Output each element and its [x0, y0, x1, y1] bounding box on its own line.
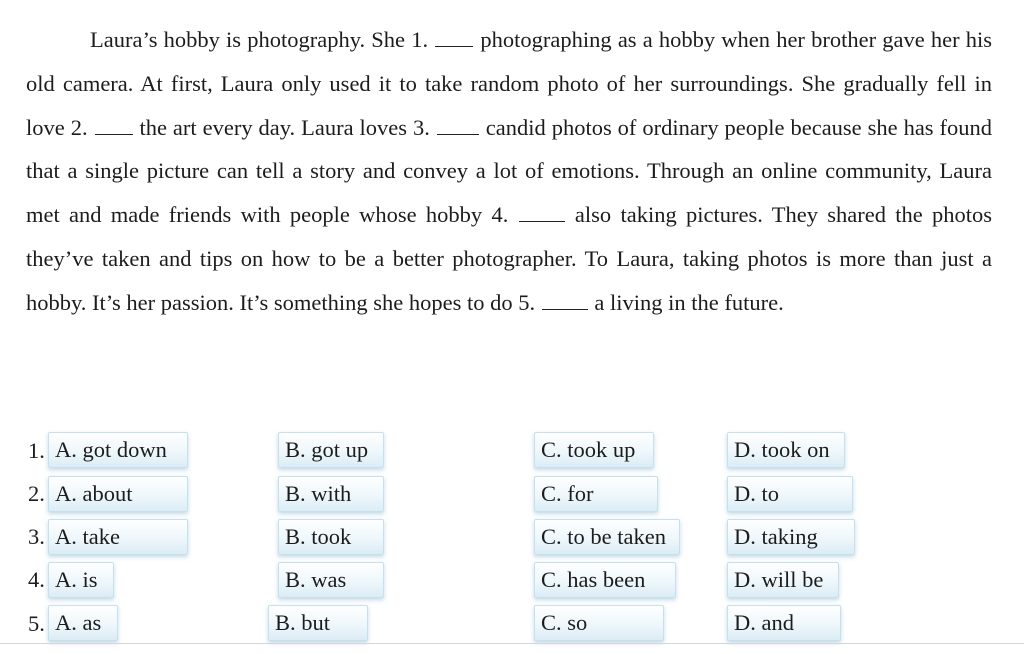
option-1a[interactable]: A. got down	[48, 432, 188, 468]
question-number-3: 3.	[28, 524, 45, 549]
option-3a[interactable]: A. take	[48, 519, 188, 555]
option-5a[interactable]: A. as	[48, 605, 118, 641]
option-3d[interactable]: D. taking	[727, 519, 855, 555]
passage-text-1: Laura’s hobby is photography. She 1.	[90, 27, 429, 52]
passage-text-3: the art every day. Laura loves 3.	[139, 114, 430, 140]
option-2b[interactable]: B. with	[278, 476, 384, 512]
option-2c[interactable]: C. for	[534, 476, 658, 512]
question-number-1: 1.	[28, 438, 45, 463]
option-1c[interactable]: C. took up	[534, 432, 654, 468]
option-4a[interactable]: A. is	[48, 562, 114, 598]
option-2a[interactable]: A. about	[48, 476, 188, 512]
question-number-5: 5.	[28, 611, 45, 636]
option-1d[interactable]: D. took on	[727, 432, 845, 468]
option-4b[interactable]: B. was	[278, 562, 384, 598]
passage-text-4: candid photos of ordinary people because she has found that a single picture can tell a story and convey a lot of emotions. Through an online community, Laura met and made friends with people whose hobby 4.	[26, 114, 993, 228]
passage-text-5: also taking pictures. They shared the photos they’ve taken and tips on how to be a better photographer. To Laura, taking photos is more than just a hobby. It’s her passion. It’s something she hopes to do 5.	[26, 202, 993, 315]
option-4c[interactable]: C. has been	[534, 562, 676, 598]
option-5d[interactable]: D. and	[727, 605, 841, 641]
passage-text-2: photographing as a hobby when her brother gave her his old camera. At first, Laura only used it to take random photo of her surroundings. She gradually fell in love 2.	[26, 27, 993, 140]
option-5b[interactable]: B. but	[268, 605, 368, 641]
passage-text-6: a living in the future.	[594, 289, 784, 315]
page-edge-divider	[0, 643, 1024, 644]
option-3b[interactable]: B. took	[278, 519, 384, 555]
option-4d[interactable]: D. will be	[727, 562, 839, 598]
question-number-2: 2.	[28, 481, 45, 506]
question-number-4: 4.	[28, 567, 45, 592]
option-1b[interactable]: B. got up	[278, 432, 384, 468]
option-5c[interactable]: C. so	[534, 605, 664, 641]
option-3c[interactable]: C. to be taken	[534, 519, 680, 555]
option-2d[interactable]: D. to	[727, 476, 853, 512]
